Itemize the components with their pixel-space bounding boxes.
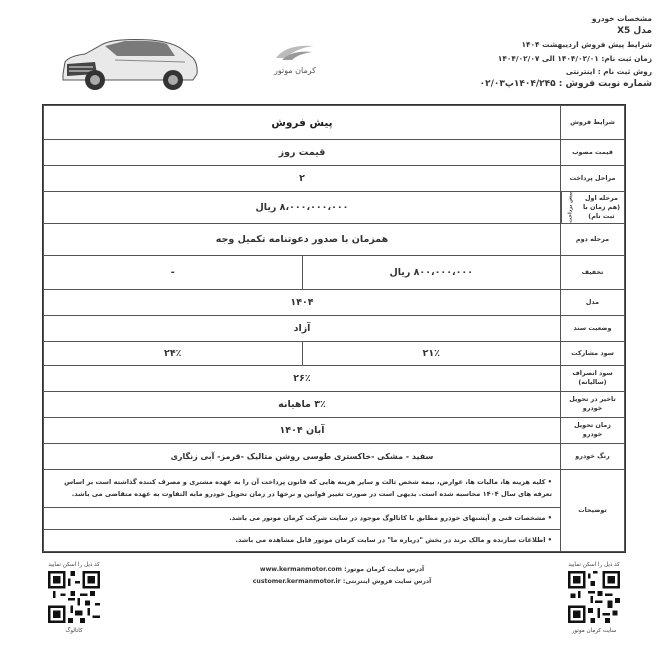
- table-row: [44, 315, 625, 341]
- catalog-qr-block: [44, 562, 104, 634]
- suv-car-icon: [55, 34, 205, 96]
- site-qr-caption-bottom: سایت کرمان موتور: [571, 628, 617, 634]
- row-value: پیش فروش: [44, 106, 561, 140]
- table-row: [44, 365, 625, 391]
- header-model: مدل X5: [617, 26, 652, 37]
- row-value: سفید - مشکی -خاکستری طوسی روشن متالیک -قرمز- آبی زنگاری: [44, 443, 561, 469]
- note-item: • اطلاعات سازنده و مالک برند در بخش "درباره ما" در سایت کرمان موتور قابل مشاهده می باشد.: [44, 529, 561, 551]
- table-row: [44, 106, 625, 140]
- table-row: [44, 223, 625, 255]
- note-item: • کلیه هزینه ها، مالیات ها، عوارض، بیمه شخص ثالث و سایر هزینه هایی که قانون پرداخت آن را به عهده مشتری و مصرف کننده گذاشته است بر اساس تعرفه های سال ۱۴۰۴ محاسبه شده است. بدیهی است در صورت تغییر قوانین و نرخها در زمان تحویل خودرو مابه التفاوت به عهده متقاضی می باشد.: [44, 469, 561, 507]
- row-label: تاخیر در تحویل خودرو: [561, 391, 625, 417]
- footer-addresses: [242, 564, 442, 588]
- row-value-left: -: [44, 255, 303, 289]
- row-value-right: ۲۱٪: [302, 341, 561, 365]
- row-value-left: ۲۴٪: [44, 341, 303, 365]
- row-label: قیمت مصوب: [561, 140, 625, 166]
- row-label: سود انصراف (سالیانه): [561, 365, 625, 391]
- row-label: مدل: [561, 289, 625, 315]
- site-qr-block: [564, 562, 624, 634]
- row-value: ۱۴۰۴: [44, 289, 561, 315]
- site-qr-caption-top: کد ذیل را اسکن نمایید: [568, 562, 620, 568]
- footer: [42, 562, 626, 652]
- note-item: • مشخصات فنی و آپشنهای خودرو مطابق با کاتالوگ موجود در سایت شرکت کرمان موتور می باشد.: [44, 507, 561, 529]
- row-label: وضعیت سند: [561, 315, 625, 341]
- header-sale-terms: شرایط پیش فروش اردیبهشت ۱۴۰۴: [521, 40, 652, 50]
- row-label: سود مشارکت: [561, 341, 625, 365]
- logo-mark-icon: [272, 40, 318, 64]
- row-value-right: ۸۰۰،۰۰۰،۰۰۰ ریال: [302, 255, 561, 289]
- row-label: مراحل پرداخت: [561, 166, 625, 192]
- site-qr-code-icon[interactable]: [568, 571, 620, 623]
- row-label: شرایط فروش: [561, 106, 625, 140]
- table-row: [44, 507, 625, 529]
- row-value: آزاد: [44, 315, 561, 341]
- sale-site-url-link[interactable]: customer.kermanmotor.ir: [252, 578, 341, 585]
- sale-conditions-table: [42, 104, 626, 553]
- row-value: ۲۶٪: [44, 365, 561, 391]
- header-registration-method: روش ثبت نام : اینترنتی: [565, 66, 652, 76]
- row-label: رنگ خودرو: [561, 443, 625, 469]
- catalog-qr-caption-bottom: کاتالوگ: [65, 628, 83, 634]
- sale-site-label: آدرس سایت فروش اینترنتی:: [342, 578, 432, 585]
- row-label: مرحله دوم: [561, 223, 625, 255]
- row-value: ۲: [44, 166, 561, 192]
- logo-text: کرمان موتور: [273, 66, 316, 75]
- row-value: ۳٪ ماهیانه: [44, 391, 561, 417]
- header-info: [402, 12, 652, 91]
- table-row: [44, 289, 625, 315]
- table-row: [44, 255, 625, 289]
- row-value: ۸،۰۰۰،۰۰۰،۰۰۰ ریال: [44, 192, 561, 224]
- catalog-qr-code-icon[interactable]: [48, 571, 100, 623]
- table-row: [44, 341, 625, 365]
- car-image: [55, 34, 205, 96]
- header-registration-time: زمان ثبت نام: ۱۴۰۴/۰۲/۰۱ الی ۱۴۰۴/۰۲/۰۷: [497, 53, 652, 63]
- row-label: زمان تحویل خودرو: [561, 417, 625, 443]
- row-side-label: پیش پرداخت: [561, 192, 579, 223]
- table-row: [44, 469, 625, 507]
- site-url-link[interactable]: www.kermanmotor.com: [259, 566, 342, 573]
- table-row: [44, 443, 625, 469]
- row-label: تخفیف: [561, 255, 625, 289]
- header-title: مشخصات خودرو: [591, 14, 652, 23]
- table-row: [44, 166, 625, 192]
- kerman-motor-logo: [260, 40, 330, 88]
- table-row: [44, 391, 625, 417]
- row-value: همزمان با صدور دعوتنامه تکمیل وجه: [44, 223, 561, 255]
- row-label: مرحله اول (هم زمان با ثبت نام): [582, 193, 621, 220]
- notes-label: توضیحات: [561, 469, 625, 551]
- row-value: آبان ۱۴۰۴: [44, 417, 561, 443]
- price-sheet-page: [10, 6, 660, 656]
- site-label: آدرس سایت کرمان موتور:: [344, 566, 425, 573]
- row-value: قیمت روز: [44, 140, 561, 166]
- header-circular-number: شماره نوبت فروش : ۱۴۰۴/۲۴۵پ۰۲/۰۳: [479, 79, 652, 90]
- table-row: [44, 529, 625, 551]
- table-row: [44, 417, 625, 443]
- row-label-group: [561, 192, 625, 224]
- catalog-qr-caption-top: کد ذیل را اسکن نمایید: [48, 562, 100, 568]
- table-row: [44, 140, 625, 166]
- table-row: [44, 192, 625, 224]
